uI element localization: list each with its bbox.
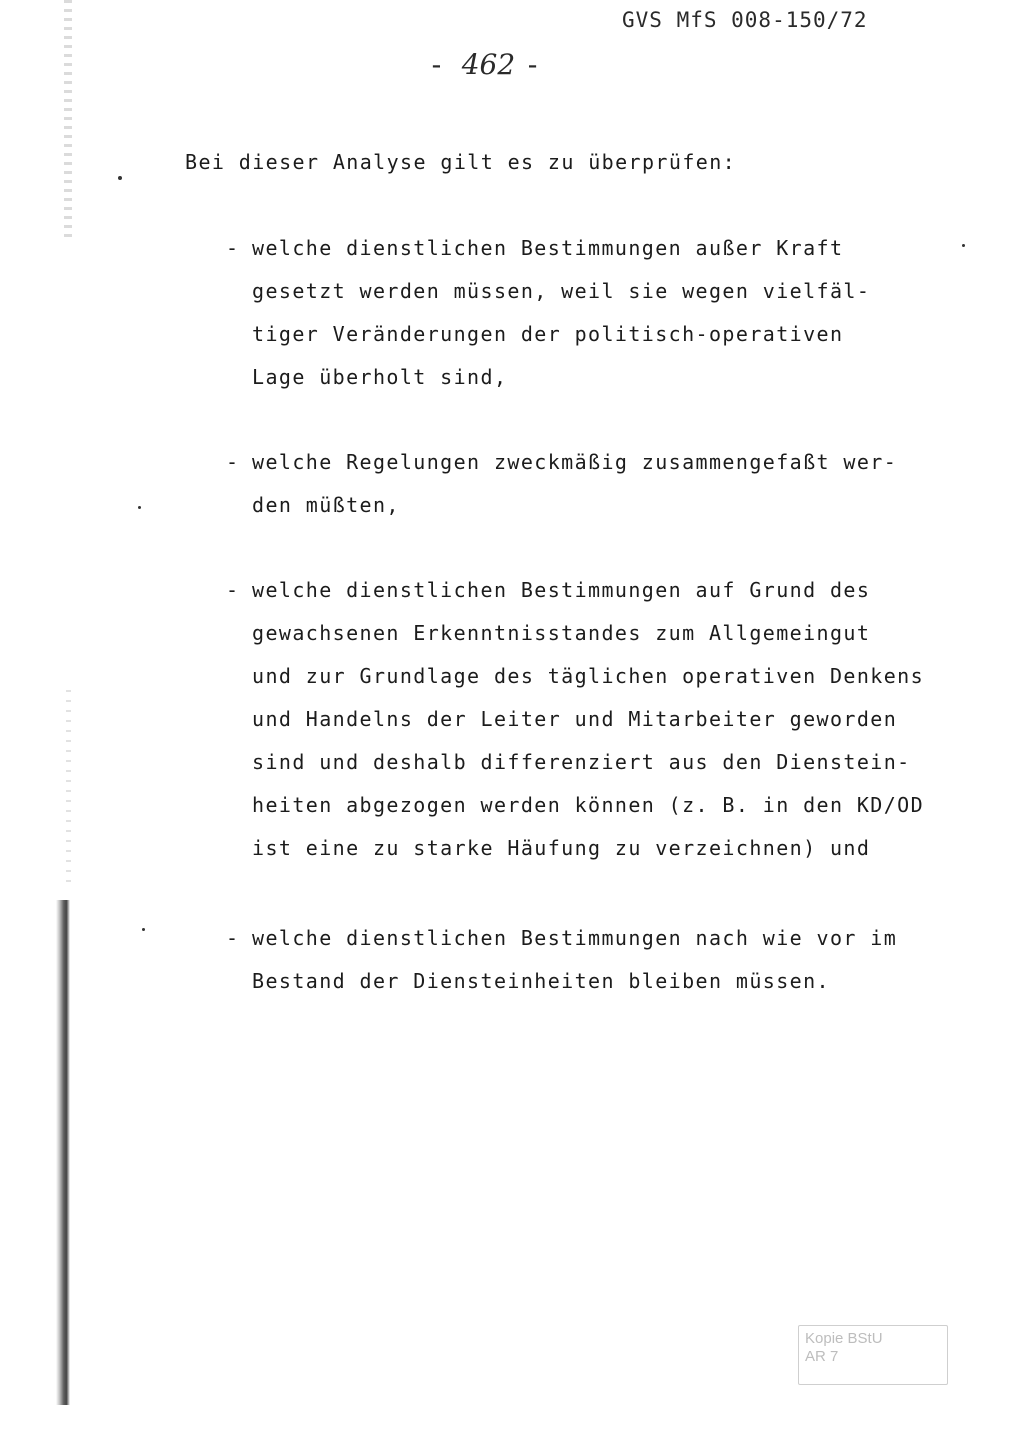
text-line: und Handelns der Leiter und Mitarbeiter geworden (252, 707, 898, 731)
text-line: Lage überholt sind, (252, 365, 508, 389)
text-line: welche dienstlichen Bestimmungen außer Kraft (252, 236, 844, 260)
text-line: welche Regelungen zweckmäßig zusammengefaßt wer- (252, 450, 898, 474)
scan-speck (138, 506, 141, 509)
list-item-text (252, 450, 897, 536)
text-line: sind und deshalb differenziert aus den Dienstein- (252, 750, 911, 774)
list-item-text (252, 926, 897, 1012)
document-reference: GVS MfS 008-150/72 (622, 8, 868, 32)
stamp-line: Kopie BStU (805, 1330, 883, 1347)
binding-edge-top (64, 0, 72, 240)
binding-edge-bottom (56, 900, 70, 1405)
scan-speck (142, 928, 145, 931)
archive-stamp (798, 1325, 948, 1385)
page-number-dash-left: - (428, 48, 462, 81)
text-line: ist eine zu starke Häufung zu verzeichnen) und (252, 836, 871, 860)
text-line: den müßten, (252, 493, 400, 517)
intro-paragraph: Bei dieser Analyse gilt es zu überprüfen: (185, 150, 737, 174)
list-bullet: - (226, 236, 240, 260)
text-line: welche dienstlichen Bestimmungen auf Grund des (252, 578, 871, 602)
text-line: gesetzt werden müssen, weil sie wegen vielfäl- (252, 279, 871, 303)
binding-edge-middle (66, 690, 71, 890)
list-item-text (252, 236, 870, 408)
list-item-text (252, 578, 924, 879)
list-bullet: - (226, 578, 240, 602)
page-number-value: 462 (461, 48, 516, 81)
text-line: welche dienstlichen Bestimmungen nach wie vor im (252, 926, 898, 950)
scan-speck (962, 244, 965, 247)
scan-speck (118, 176, 122, 180)
page-number-dash-right: - (524, 48, 541, 81)
page-number (428, 48, 541, 81)
list-bullet: - (226, 926, 240, 950)
list-bullet: - (226, 450, 240, 474)
text-line: gewachsenen Erkenntnisstandes zum Allgemeingut (252, 621, 871, 645)
text-line: tiger Veränderungen der politisch-operativen (252, 322, 844, 346)
stamp-line: AR 7 (805, 1348, 839, 1365)
text-line: und zur Grundlage des täglichen operativen Denkens (252, 664, 925, 688)
text-line: Bestand der Diensteinheiten bleiben müssen. (252, 969, 830, 993)
text-line: heiten abgezogen werden können (z. B. in den KD/OD (252, 793, 925, 817)
